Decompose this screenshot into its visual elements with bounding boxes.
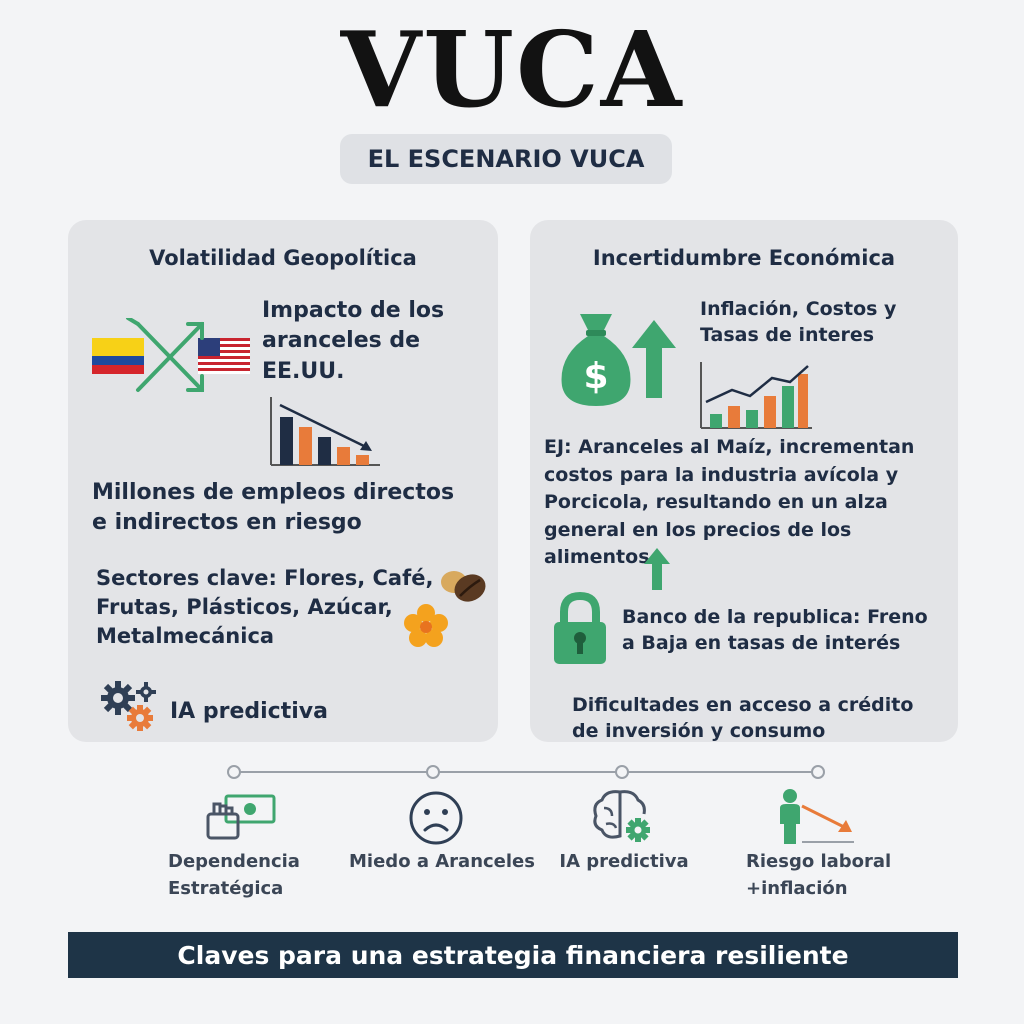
money-bag-up-arrow-icon bbox=[554, 306, 684, 410]
key-sectors-text: Sectores clave: Flores, Café, Frutas, Plásticos, Azúcar, Metalmecánica bbox=[96, 566, 434, 648]
subtitle-badge: EL ESCENARIO VUCA bbox=[340, 134, 672, 184]
rising-bar-chart-icon bbox=[698, 360, 814, 432]
credit-access-text: Dificultades en acceso a crédito de inversión y consumo bbox=[572, 694, 914, 743]
timeline-label-strategic-dependence: Dependencia Estratégica bbox=[168, 851, 300, 899]
central-bank-text: Banco de la republica: Freno a Baja en tasas de interés bbox=[622, 606, 928, 655]
volatility-panel-title: Volatilidad Geopolítica bbox=[149, 246, 417, 270]
timeline-label-predictive-ai: IA predictiva bbox=[559, 851, 689, 872]
main-title: VUCA bbox=[340, 8, 684, 131]
corn-tariff-example-text: EJ: Aranceles al Maíz, incrementan costos para la industria avícola y Porcicola, resultando en un alza general en los precios de los alimentos bbox=[544, 436, 915, 569]
padlock-icon bbox=[552, 592, 608, 666]
declining-bar-chart-icon bbox=[268, 395, 383, 470]
trade-arrows-flags-icon bbox=[90, 318, 255, 398]
timeline-label-tariff-fear: Miedo a Aranceles bbox=[349, 851, 535, 872]
sad-face-icon bbox=[408, 790, 464, 846]
jobs-at-risk-text: Millones de empleos directos e indirectos en riesgo bbox=[92, 480, 455, 536]
footer-banner: Claves para una estrategia financiera resiliente bbox=[68, 932, 958, 978]
colombia-flag-icon bbox=[92, 338, 144, 374]
brain-gear-icon bbox=[590, 786, 654, 846]
inflation-costs-text: Inflación, Costos y Tasas de interes bbox=[700, 298, 897, 347]
svg-text:$: $ bbox=[583, 356, 609, 397]
gears-icon bbox=[98, 678, 160, 736]
timeline-connector bbox=[220, 762, 830, 782]
predictive-ai-text: IA predictiva bbox=[170, 699, 328, 724]
timeline-label-labor-risk: Riesgo laboral +inflación bbox=[746, 851, 892, 899]
usa-flag-icon bbox=[198, 338, 250, 374]
tariffs-impact-text: Impacto de los aranceles de EE.UU. bbox=[262, 298, 445, 384]
handshake-money-icon bbox=[204, 792, 276, 842]
up-arrow-icon bbox=[644, 548, 670, 590]
uncertainty-panel-title: Incertidumbre Económica bbox=[592, 246, 896, 270]
person-declining-arrow-icon bbox=[776, 788, 856, 846]
flower-icon bbox=[402, 602, 450, 650]
